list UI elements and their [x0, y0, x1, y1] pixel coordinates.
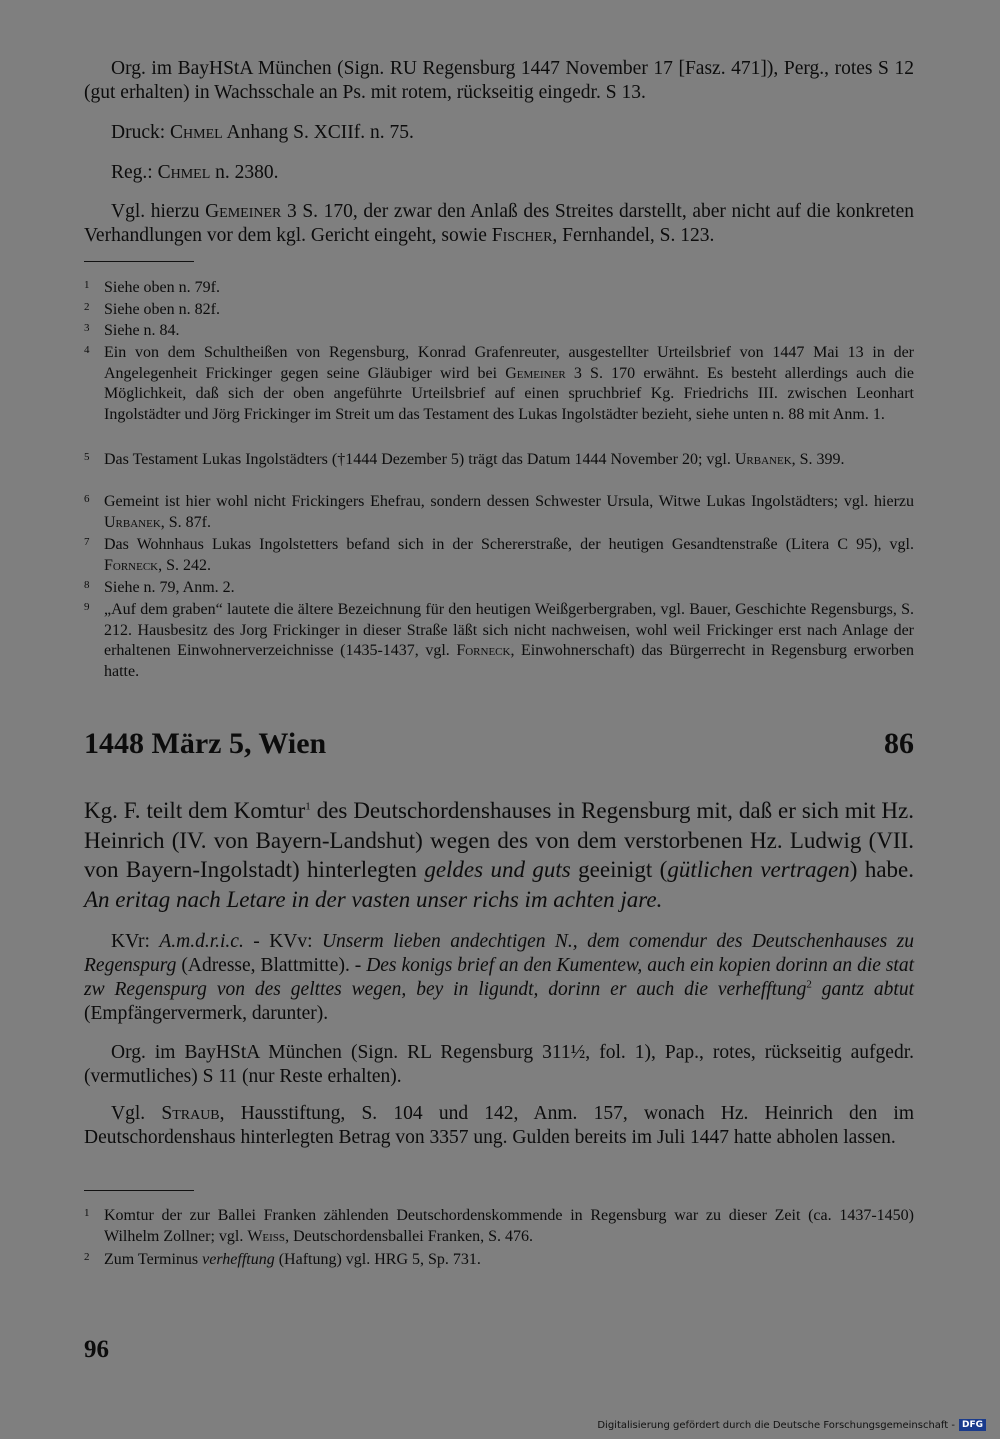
footnote-number: 5 — [84, 451, 90, 463]
author-name: Fischer — [491, 225, 553, 246]
footnote-text: Siehe n. 84. — [104, 322, 180, 339]
dfg-logo-icon: DFG — [959, 1419, 986, 1431]
footnote — [84, 278, 914, 299]
vgl-text: Vgl. hierzu — [111, 201, 206, 222]
footnote-number: 8 — [84, 579, 90, 591]
footnote-text: Siehe oben n. 79f. — [104, 279, 220, 296]
footnote-divider — [84, 261, 194, 262]
vgl-text: , Fernhandel, S. 123. — [552, 225, 715, 246]
footnote — [84, 321, 914, 342]
entry-title: 1448 März 5, Wien — [84, 727, 327, 760]
footnote — [84, 535, 914, 576]
footnote-text: Zum Terminus verhefftung (Haftung) vgl. HRG 5, Sp. 731. — [104, 1251, 481, 1268]
print-ref: Anhang S. XCIIf. n. 75. — [222, 122, 414, 143]
reg-ref: n. 2380. — [210, 162, 279, 183]
footnote-text: Siehe oben n. 82f. — [104, 301, 220, 318]
footnote — [84, 600, 914, 682]
footnote-text: Das Wohnhaus Lukas Ingolstetters befand sich in der Schererstraße, der heutigen Gesandtenstraße (Litera C 95), vgl. Forneck, S. 242. — [104, 536, 914, 574]
author-name: Gemeiner — [205, 201, 282, 222]
footnote-text: Gemeint ist hier wohl nicht Frickingers Ehefrau, sondern dessen Schwester Ursula, Witwe Lukas Ingolstädters; vgl. hierzu Urbanek, S. 87f. — [104, 493, 914, 531]
footnote-divider — [84, 1190, 194, 1191]
entry-original-paragraph: Org. im BayHStA München (Sign. RL Regensburg 311½, fol. 1), Pap., rotes, rückseitig aufgedr. (vermutliches) S 11 (nur Reste erhalten). — [84, 1042, 914, 1087]
author-name: Chmel — [157, 162, 211, 183]
footnote — [84, 450, 914, 471]
footnote-number: 1 — [84, 1207, 90, 1219]
footnote-number: 9 — [84, 601, 90, 613]
footnote — [84, 300, 914, 321]
entry-regest: Kg. F. teilt dem Komtur$^1$ des Deutschordenshauses in Regensburg mit, daß er sich mit Hz. Heinrich (IV. von Bayern-Landshut) wegen des von dem verstorbenen Hz. Ludwig (VII. von Bayern-Ingolstadt) hinterlegten geldes und guts geeinigt (gütlichen vertragen) habe. An eritag nach Letare in der vasten unser richs im achten jare. — [84, 798, 914, 912]
footnote — [84, 578, 914, 599]
footnote — [84, 343, 914, 425]
entry-vgl-paragraph: Vgl. Straub, Hausstiftung, S. 104 und 142, Anm. 157, wonach Hz. Heinrich den im Deutschordenshaus hinterlegten Betrag von 3357 ung. Gulden bereits im Juli 1447 hatte abholen lassen. — [84, 1103, 915, 1148]
footnote-number: 7 — [84, 536, 90, 548]
entry-kv-paragraph: KVr: A.m.d.r.i.c. - KVv: Unserm lieben andechtigen N., dem comendur des Deutschenhauses zu Regenspurg (Adresse, Blattmitte). - Des konigs brief an den Kumentew, auch ein kopien dorinn an die stat zw Regenspurg von des gelttes wegen, bey in ligundt, dorinn er auch die verhefftung$^2$ gantz abtut (Empfängervermerk, darunter). — [84, 931, 915, 1024]
footnote-number: 3 — [84, 322, 90, 334]
vgl-text: 3 S. 170, der zwar den Anlaß des Streites darstellt, aber nicht auf die konkreten Verhandlungen vor dem kgl. Gericht eingeht, sowie — [84, 201, 914, 246]
footnote — [84, 1206, 914, 1247]
footnote-ref: 1 — [305, 800, 311, 813]
footnote-text: „Auf dem graben“ lautete die ältere Bezeichnung für den heutigen Weißgerbergraben, vgl. Bauer, Geschichte Regensburgs, S. 212. Hausbesitz des Jorg Frickinger in dieser Straße läßt sich nicht nachweisen, wohl weil Frickinger erst nach Anlage der erhaltenen Einwohnerverzeichnisse (1435-1437, vgl. Forneck, Einwohnerschaft) das Bürgerrecht in Regensburg erworben hatte. — [104, 601, 914, 680]
prev-original-paragraph — [84, 57, 914, 105]
prev-vgl-paragraph — [84, 200, 914, 248]
footnote — [84, 1250, 914, 1271]
entry-number: 86 — [884, 727, 914, 760]
footnote-number: 6 — [84, 493, 90, 505]
print-label: Druck: — [111, 122, 171, 143]
page-number: 96 — [84, 1336, 109, 1363]
footnote — [84, 492, 914, 533]
dfg-credit-text: Digitalisierung gefördert durch die Deutsche Forschungsgemeinschaft - — [597, 1419, 955, 1431]
footnote-text: Das Testament Lukas Ingolstädters (†1444 Dezember 5) trägt das Datum 1444 November 20; vgl. Urbanek, S. 399. — [104, 451, 845, 468]
reg-label: Reg.: — [111, 162, 158, 183]
author-name: Chmel — [170, 122, 223, 143]
footnote-number: 2 — [84, 1251, 90, 1263]
footnote-number: 1 — [84, 279, 90, 291]
footnote-text: Siehe n. 79, Anm. 2. — [104, 579, 235, 596]
prev-reg-paragraph — [84, 161, 914, 185]
footnote-text: Komtur der zur Ballei Franken zählenden Deutschordenskommende in Regensburg war zu dieser Zeit (ca. 1437-1450) Wilhelm Zollner; vgl. Weiss, Deutschordensballei Franken, S. 476. — [104, 1207, 914, 1245]
dfg-footer — [597, 1419, 986, 1431]
prev-original-text: Org. im BayHStA München (Sign. RU Regensburg 1447 November 17 [Fasz. 471]), Perg., rotes S 12 (gut erhalten) in Wachsschale an Ps. mit rotem, rückseitig eingedr. S 13. — [84, 58, 914, 103]
prev-print-paragraph — [84, 121, 914, 145]
footnote-number: 2 — [84, 301, 90, 313]
footnote-text: Ein von dem Schultheißen von Regensburg, Konrad Grafenreuter, ausgestellter Urteilsbrief von 1447 Mai 13 in der Angelegenheit Frickinger gegen seine Gläubiger wird bei Gemeiner 3 S. 170 erwähnt. Es besteht allerdings auch die Möglichkeit, daß sich der oben angeführte Urteilsbrief auf einen spruchbrief Kg. Friedrichs III. zwischen Leonhart Ingolstädter und Jörg Frickinger im Streit um das Testament des Lukas Ingolstädter bezieht, siehe unten n. 88 mit Anm. 1. — [104, 344, 915, 423]
footnote-number: 4 — [84, 344, 90, 356]
footnote-ref: 2 — [806, 978, 812, 991]
